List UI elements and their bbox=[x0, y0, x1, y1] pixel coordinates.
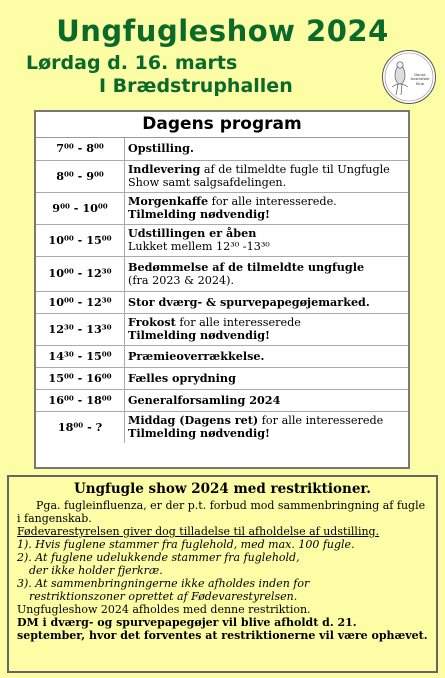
schedule-row bbox=[36, 138, 408, 160]
schedule-activity bbox=[125, 389, 409, 411]
schedule-row bbox=[36, 411, 408, 443]
schedule-activity bbox=[125, 138, 409, 160]
schedule-time: 8⁰⁰ - 9⁰⁰ bbox=[36, 160, 125, 192]
schedule-time: 10⁰⁰ - 12³⁰ bbox=[36, 256, 125, 291]
activity-detail: for alle interesserede bbox=[258, 414, 384, 428]
schedule-row bbox=[36, 192, 408, 224]
schedule-time: 14³⁰ - 15⁰⁰ bbox=[36, 345, 125, 367]
restriction-item-2: 2). At fuglene udelukkende stammer fra fuglehold, bbox=[17, 551, 300, 564]
schedule-activity bbox=[125, 224, 409, 256]
activity-title: Udstillingen er åben bbox=[128, 226, 257, 240]
schedule-activity bbox=[125, 291, 409, 313]
restriction-item-1: 1). Hvis fuglene stammer fra fuglehold, med max. 100 fugle. bbox=[17, 538, 355, 551]
schedule-table bbox=[36, 138, 408, 443]
restriction-item-2-cont: der ikke holder fjerkræ. bbox=[29, 564, 163, 577]
schedule-row bbox=[36, 345, 408, 367]
restriction-item-3: 3). At sammenbringningerne ikke afholdes inden for bbox=[17, 577, 310, 590]
activity-note: Lukket mellem 12³⁰ -13³⁰ bbox=[128, 240, 270, 253]
schedule-time: 10⁰⁰ - 15⁰⁰ bbox=[36, 224, 125, 256]
schedule-row bbox=[36, 160, 408, 192]
schedule-time: 9⁰⁰ - 10⁰⁰ bbox=[36, 192, 125, 224]
schedule-time: 15⁰⁰ - 16⁰⁰ bbox=[36, 367, 125, 389]
program-heading: Dagens program bbox=[36, 112, 408, 138]
schedule-activity bbox=[125, 256, 409, 291]
activity-title: Opstilling. bbox=[128, 141, 194, 156]
schedule-row bbox=[36, 224, 408, 256]
restrictions-title: Ungfugle show 2024 med restriktioner. bbox=[73, 481, 371, 497]
restrictions-note: Ungfugleshow 2024 afholdes med denne restriktion. bbox=[17, 603, 311, 616]
schedule-time: 12³⁰ - 13³⁰ bbox=[36, 313, 125, 345]
event-venue: I Brædstruphallen bbox=[99, 75, 293, 97]
activity-note: (fra 2023 & 2024). bbox=[128, 273, 235, 287]
activity-detail: for alle interesserede bbox=[175, 316, 301, 329]
activity-title: Præmieoverrækkelse. bbox=[128, 348, 265, 363]
restrictions-box bbox=[7, 475, 438, 673]
schedule-time: 10⁰⁰ - 12³⁰ bbox=[36, 291, 125, 313]
registration-note: Tilmelding nødvendig! bbox=[128, 426, 270, 441]
registration-note: Tilmelding nødvendig! bbox=[128, 207, 270, 221]
schedule-activity bbox=[125, 313, 409, 345]
activity-detail: af de tilmeldte fugle til Ungfugle Show samt salgsafdelingen. bbox=[128, 163, 390, 189]
schedule-activity bbox=[125, 192, 409, 224]
activity-title: Fælles oprydning bbox=[128, 370, 236, 385]
activity-title: Morgenkaffe bbox=[128, 194, 209, 208]
logo-text: Dansk Australske Klub bbox=[410, 73, 430, 86]
schedule-time: 7⁰⁰ - 8⁰⁰ bbox=[36, 138, 125, 160]
restrictions-paragraph: Pga. fugleinfluenza, er der p.t. forbud mod sammenbringning af fugle i fangenskab. bbox=[17, 499, 426, 525]
schedule-row bbox=[36, 256, 408, 291]
activity-title: Frokost bbox=[128, 315, 176, 329]
activity-title: Middag (Dagens ret) bbox=[128, 413, 259, 428]
schedule-time: 18⁰⁰ - ? bbox=[36, 411, 125, 443]
dm-announcement: DM i dværg- og spurvepapegøjer vil blive afholdt d. 21. september, hvor det forventes at restriktionerne vil være ophævet. bbox=[17, 616, 428, 642]
schedule-activity bbox=[125, 367, 409, 389]
page-title: Ungfugleshow 2024 bbox=[56, 14, 389, 48]
schedule-time: 16⁰⁰ - 18⁰⁰ bbox=[36, 389, 125, 411]
program-box bbox=[34, 110, 410, 469]
activity-title: Bedømmelse af de tilmeldte ungfugle bbox=[128, 259, 365, 274]
schedule-activity bbox=[125, 411, 409, 443]
restrictions-permission: Fødevarestyrelsen giver dog tilladelse til afholdelse af udstilling. bbox=[17, 525, 380, 538]
schedule-row bbox=[36, 389, 408, 411]
schedule-row bbox=[36, 313, 408, 345]
schedule-row bbox=[36, 291, 408, 313]
event-date: Lørdag d. 16. marts bbox=[26, 52, 238, 74]
activity-title: Stor dværg- & spurvepapegøjemarked. bbox=[128, 294, 370, 309]
schedule-row bbox=[36, 367, 408, 389]
schedule-activity bbox=[125, 160, 409, 192]
activity-title: Indlevering bbox=[128, 162, 201, 176]
restriction-item-3-cont: restriktionszoner oprettet af Fødevarestyrelsen. bbox=[29, 590, 298, 603]
club-logo bbox=[382, 50, 436, 104]
activity-detail: for alle interesserede. bbox=[208, 195, 337, 208]
registration-note: Tilmelding nødvendig! bbox=[128, 328, 270, 342]
schedule-activity bbox=[125, 345, 409, 367]
activity-title: Generalforsamling 2024 bbox=[128, 392, 281, 407]
